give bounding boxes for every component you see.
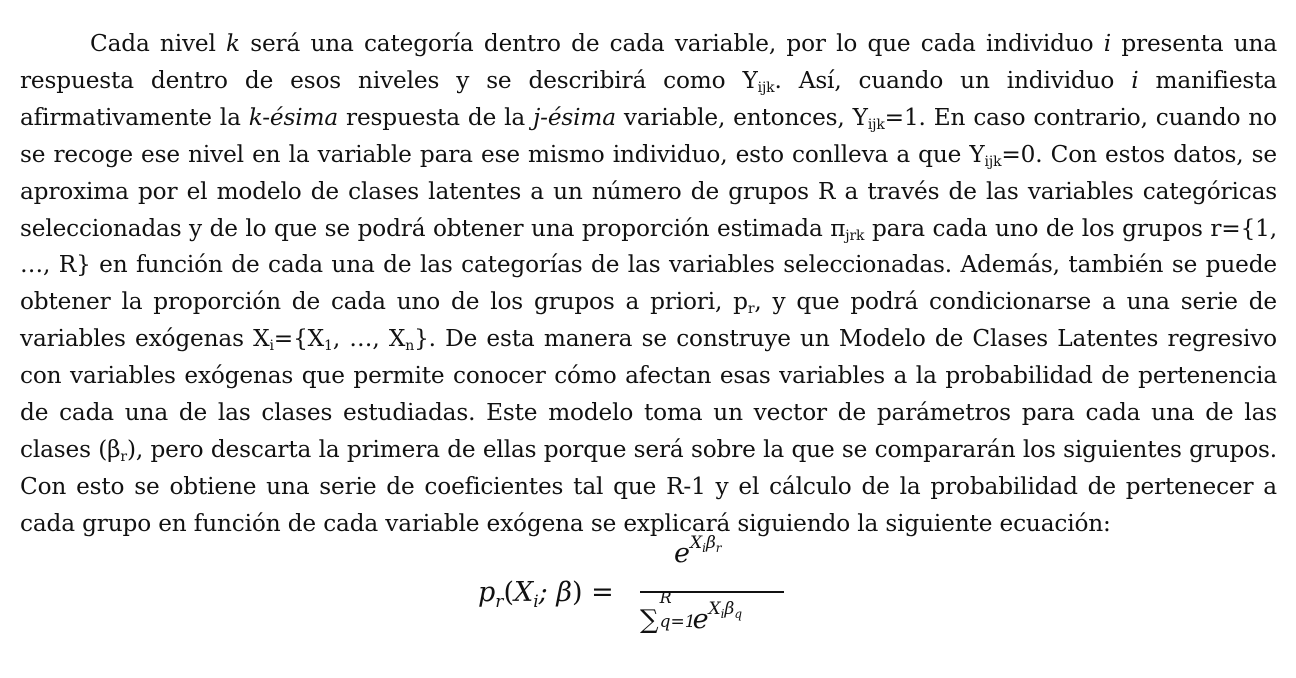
variable-k: k [226,30,240,57]
term-j-esima: j-ésima [533,103,616,131]
document-page [20,26,1277,543]
equation-numerator: $e^{X_i\beta_r}$ [674,533,722,569]
equation-denominator: ∑ R q=1 $e^{X_i\beta_q}$ [640,588,743,635]
variable-i: i [1131,66,1139,94]
variable-i: i [1103,30,1112,57]
term-k-esima: k-ésima [248,103,339,131]
equation-lhs: $p_r(X_i$; β) = [478,577,614,612]
body-paragraph: Cada nivel k será una categoría dentro de cada variable, por lo que cada individuo i presenta una respuesta dentro de esos niveles y se describirá como $Y_{ijk}$. Así, cuando un individuo i manifiesta afirmativamente la k-ésima respuesta de la j-ésima variable, entonces, $Y_{ijk}=1$. En caso contrario, cuando no se recoge ese nivel en la variable para ese mismo individuo, esto conlleva a que $Y_{ijk}=0$. Con estos datos, se aproxima por el modelo de clases latentes a un número de grupos R a través de las variables categóricas seleccionadas y de lo que se podrá obtener una proporción estimada $\pi_{jrk}$ para cada uno de los grupos r={1, …, R} en función de cada una de las categorías de las variables seleccionadas. Además, también se puede obtener la proporción de cada uno de los grupos a priori, $p_r$, y que podrá condicionarse a una serie de variables exógenas $X_i=\{X_1$, …, $X_n$}. De esta manera se construye un Modelo de Clases Latentes regresivo con variables exógenas que permite conocer cómo afectan esas variables a la probabilidad de pertenencia de cada una de las clases estudiadas. Este modelo toma un vector de parámetros para cada una de las clases $(\beta_r)$, pero descarta la primera de ellas porque será sobre la que se compararán los siguientes grupos. Con esto se obtiene una serie de coeficientes tal que R-1 y el cálculo de la probabilidad de pertenecer a cada grupo en función de cada variable exógena se explicará siguiendo la siguiente ecuación: [20,30,1277,537]
summation-sign: ∑ [640,605,659,635]
probability-equation [478,530,818,650]
